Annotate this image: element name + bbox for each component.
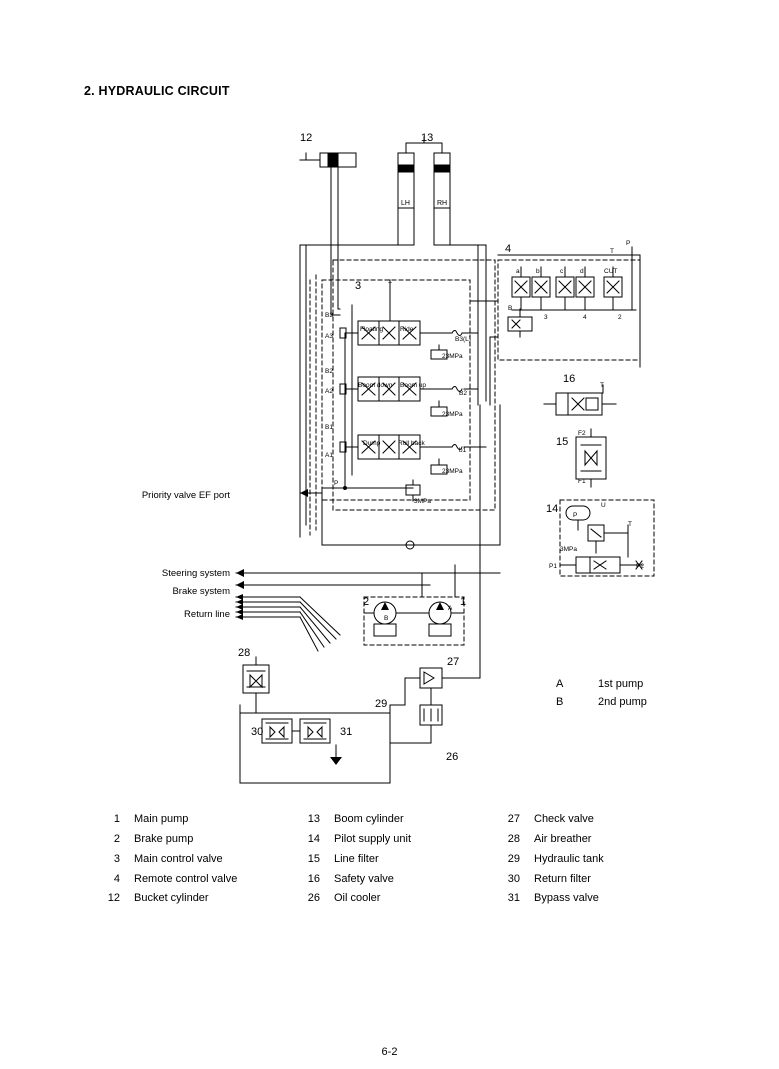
legend-label: Main control valve: [134, 852, 223, 865]
page-title: 2. HYDRAULIC CIRCUIT: [84, 84, 230, 98]
svg-text:Boom down: Boom down: [358, 382, 393, 389]
legend-num: 26: [307, 892, 320, 905]
callout-28: 28: [238, 647, 251, 659]
svg-text:B2: B2: [459, 390, 467, 397]
svg-text:b1: b1: [459, 447, 467, 454]
svg-text:3MPa: 3MPa: [414, 498, 431, 505]
legend-num: 14: [307, 832, 320, 845]
callout-13: 13: [421, 132, 434, 144]
legend-num: 31: [507, 892, 520, 905]
callout-15: 15: [556, 436, 569, 448]
callout-2: 2: [363, 596, 370, 608]
callout-12: 12: [300, 132, 313, 144]
legend-label: Bypass valve: [534, 892, 599, 905]
legend-label: Oil cooler: [334, 892, 381, 905]
legend-num: 29: [507, 852, 520, 865]
legend-label: Hydraulic tank: [534, 852, 604, 865]
legend-num: 1: [113, 813, 120, 825]
svg-text:4: 4: [583, 314, 587, 321]
svg-text:P: P: [573, 512, 578, 519]
label-return-line: Return line: [184, 609, 230, 620]
svg-text:T: T: [628, 521, 632, 528]
svg-text:U: U: [601, 502, 606, 509]
svg-text:P2: P2: [636, 563, 644, 570]
svg-text:23MPa: 23MPa: [442, 468, 463, 475]
legend-num: 28: [507, 832, 520, 845]
label-brake-system: Brake system: [172, 586, 230, 597]
callout-31: 31: [340, 726, 353, 738]
callout-4: 4: [505, 243, 512, 255]
svg-text:B3: B3: [325, 312, 333, 319]
svg-text:RH: RH: [437, 200, 448, 207]
legend-num: 13: [307, 813, 320, 825]
legend-row: [100, 872, 700, 892]
pump-key-b: B: [556, 696, 564, 708]
svg-text:3: 3: [544, 314, 548, 321]
svg-text:T: T: [610, 248, 614, 255]
legend-label: Safety valve: [334, 872, 394, 885]
legend-num: 3: [113, 852, 120, 865]
legend-label: Line filter: [334, 852, 379, 865]
callout-3: 3: [355, 280, 362, 292]
svg-text:d: d: [580, 268, 584, 275]
svg-text:A: A: [448, 605, 453, 612]
callout-14: 14: [546, 503, 559, 515]
svg-text:A1: A1: [325, 452, 333, 459]
svg-text:Boom up: Boom up: [400, 382, 427, 389]
svg-text:P: P: [626, 240, 631, 247]
label-priority-valve: Priority valve EF port: [141, 490, 230, 501]
pump-key-a-label: 1st pump: [598, 678, 644, 690]
legend: [100, 812, 700, 911]
legend-label: Check valve: [534, 813, 594, 825]
callout-27: 27: [447, 656, 460, 668]
svg-text:T: T: [600, 382, 604, 389]
svg-text:A3: A3: [325, 333, 333, 340]
legend-row: [100, 812, 700, 832]
legend-num: 30: [507, 872, 520, 885]
legend-label: Main pump: [134, 813, 189, 825]
legend-label: Return filter: [534, 872, 591, 885]
legend-row: [100, 852, 700, 872]
svg-text:F1: F1: [578, 478, 586, 485]
pump-key-b-label: 2nd pump: [598, 696, 647, 708]
legend-num: 15: [307, 852, 320, 865]
callout-26: 26: [446, 751, 459, 763]
svg-text:23MPa: 23MPa: [442, 411, 463, 418]
legend-label: Boom cylinder: [334, 813, 404, 825]
circuit-svg: [0, 105, 779, 805]
svg-text:A2: A2: [325, 388, 333, 395]
callout-16: 16: [563, 373, 576, 385]
svg-text:CUT: CUT: [604, 268, 618, 275]
callout-1: 1: [460, 596, 467, 608]
legend-num: 4: [113, 872, 120, 885]
page-footer: 6-2: [381, 1046, 398, 1058]
label-steering-system: Steering system: [161, 568, 230, 579]
svg-text:LH: LH: [401, 200, 410, 207]
legend-num: 2: [113, 832, 120, 845]
svg-text:Roll back: Roll back: [398, 440, 425, 447]
svg-text:B3(L): B3(L): [455, 336, 471, 343]
legend-num: 16: [307, 872, 320, 885]
svg-text:B2: B2: [325, 368, 333, 375]
legend-row: [100, 891, 700, 911]
legend-label: Remote control valve: [134, 872, 238, 885]
legend-num: 12: [107, 892, 120, 905]
svg-text:B: B: [508, 305, 513, 312]
svg-text:Ride: Ride: [400, 326, 414, 333]
legend-label: Pilot supply unit: [334, 832, 412, 845]
legend-label: Brake pump: [134, 832, 194, 845]
svg-text:Dump: Dump: [363, 440, 381, 447]
callout-29: 29: [375, 698, 388, 710]
svg-text:a: a: [516, 268, 520, 275]
svg-text:T: T: [388, 282, 392, 289]
svg-text:P: P: [334, 480, 339, 487]
svg-text:2: 2: [618, 314, 622, 321]
legend-row: [100, 832, 700, 852]
svg-text:F2: F2: [578, 430, 586, 437]
svg-text:23MPa: 23MPa: [442, 353, 463, 360]
legend-label: Air breather: [534, 832, 592, 845]
hydraulic-circuit-diagram: [0, 105, 779, 805]
pump-key-a: A: [556, 678, 564, 690]
svg-text:B: B: [384, 615, 389, 622]
svg-text:c: c: [560, 268, 564, 275]
svg-text:Floating: Floating: [360, 326, 384, 333]
svg-text:b: b: [536, 268, 540, 275]
callout-30: 30: [251, 726, 264, 738]
pump-key: [556, 678, 647, 714]
legend-num: 27: [507, 813, 520, 825]
svg-text:3MPa: 3MPa: [560, 546, 577, 553]
svg-text:P1: P1: [549, 563, 557, 570]
legend-label: Bucket cylinder: [134, 892, 209, 905]
svg-text:B1: B1: [325, 424, 333, 431]
